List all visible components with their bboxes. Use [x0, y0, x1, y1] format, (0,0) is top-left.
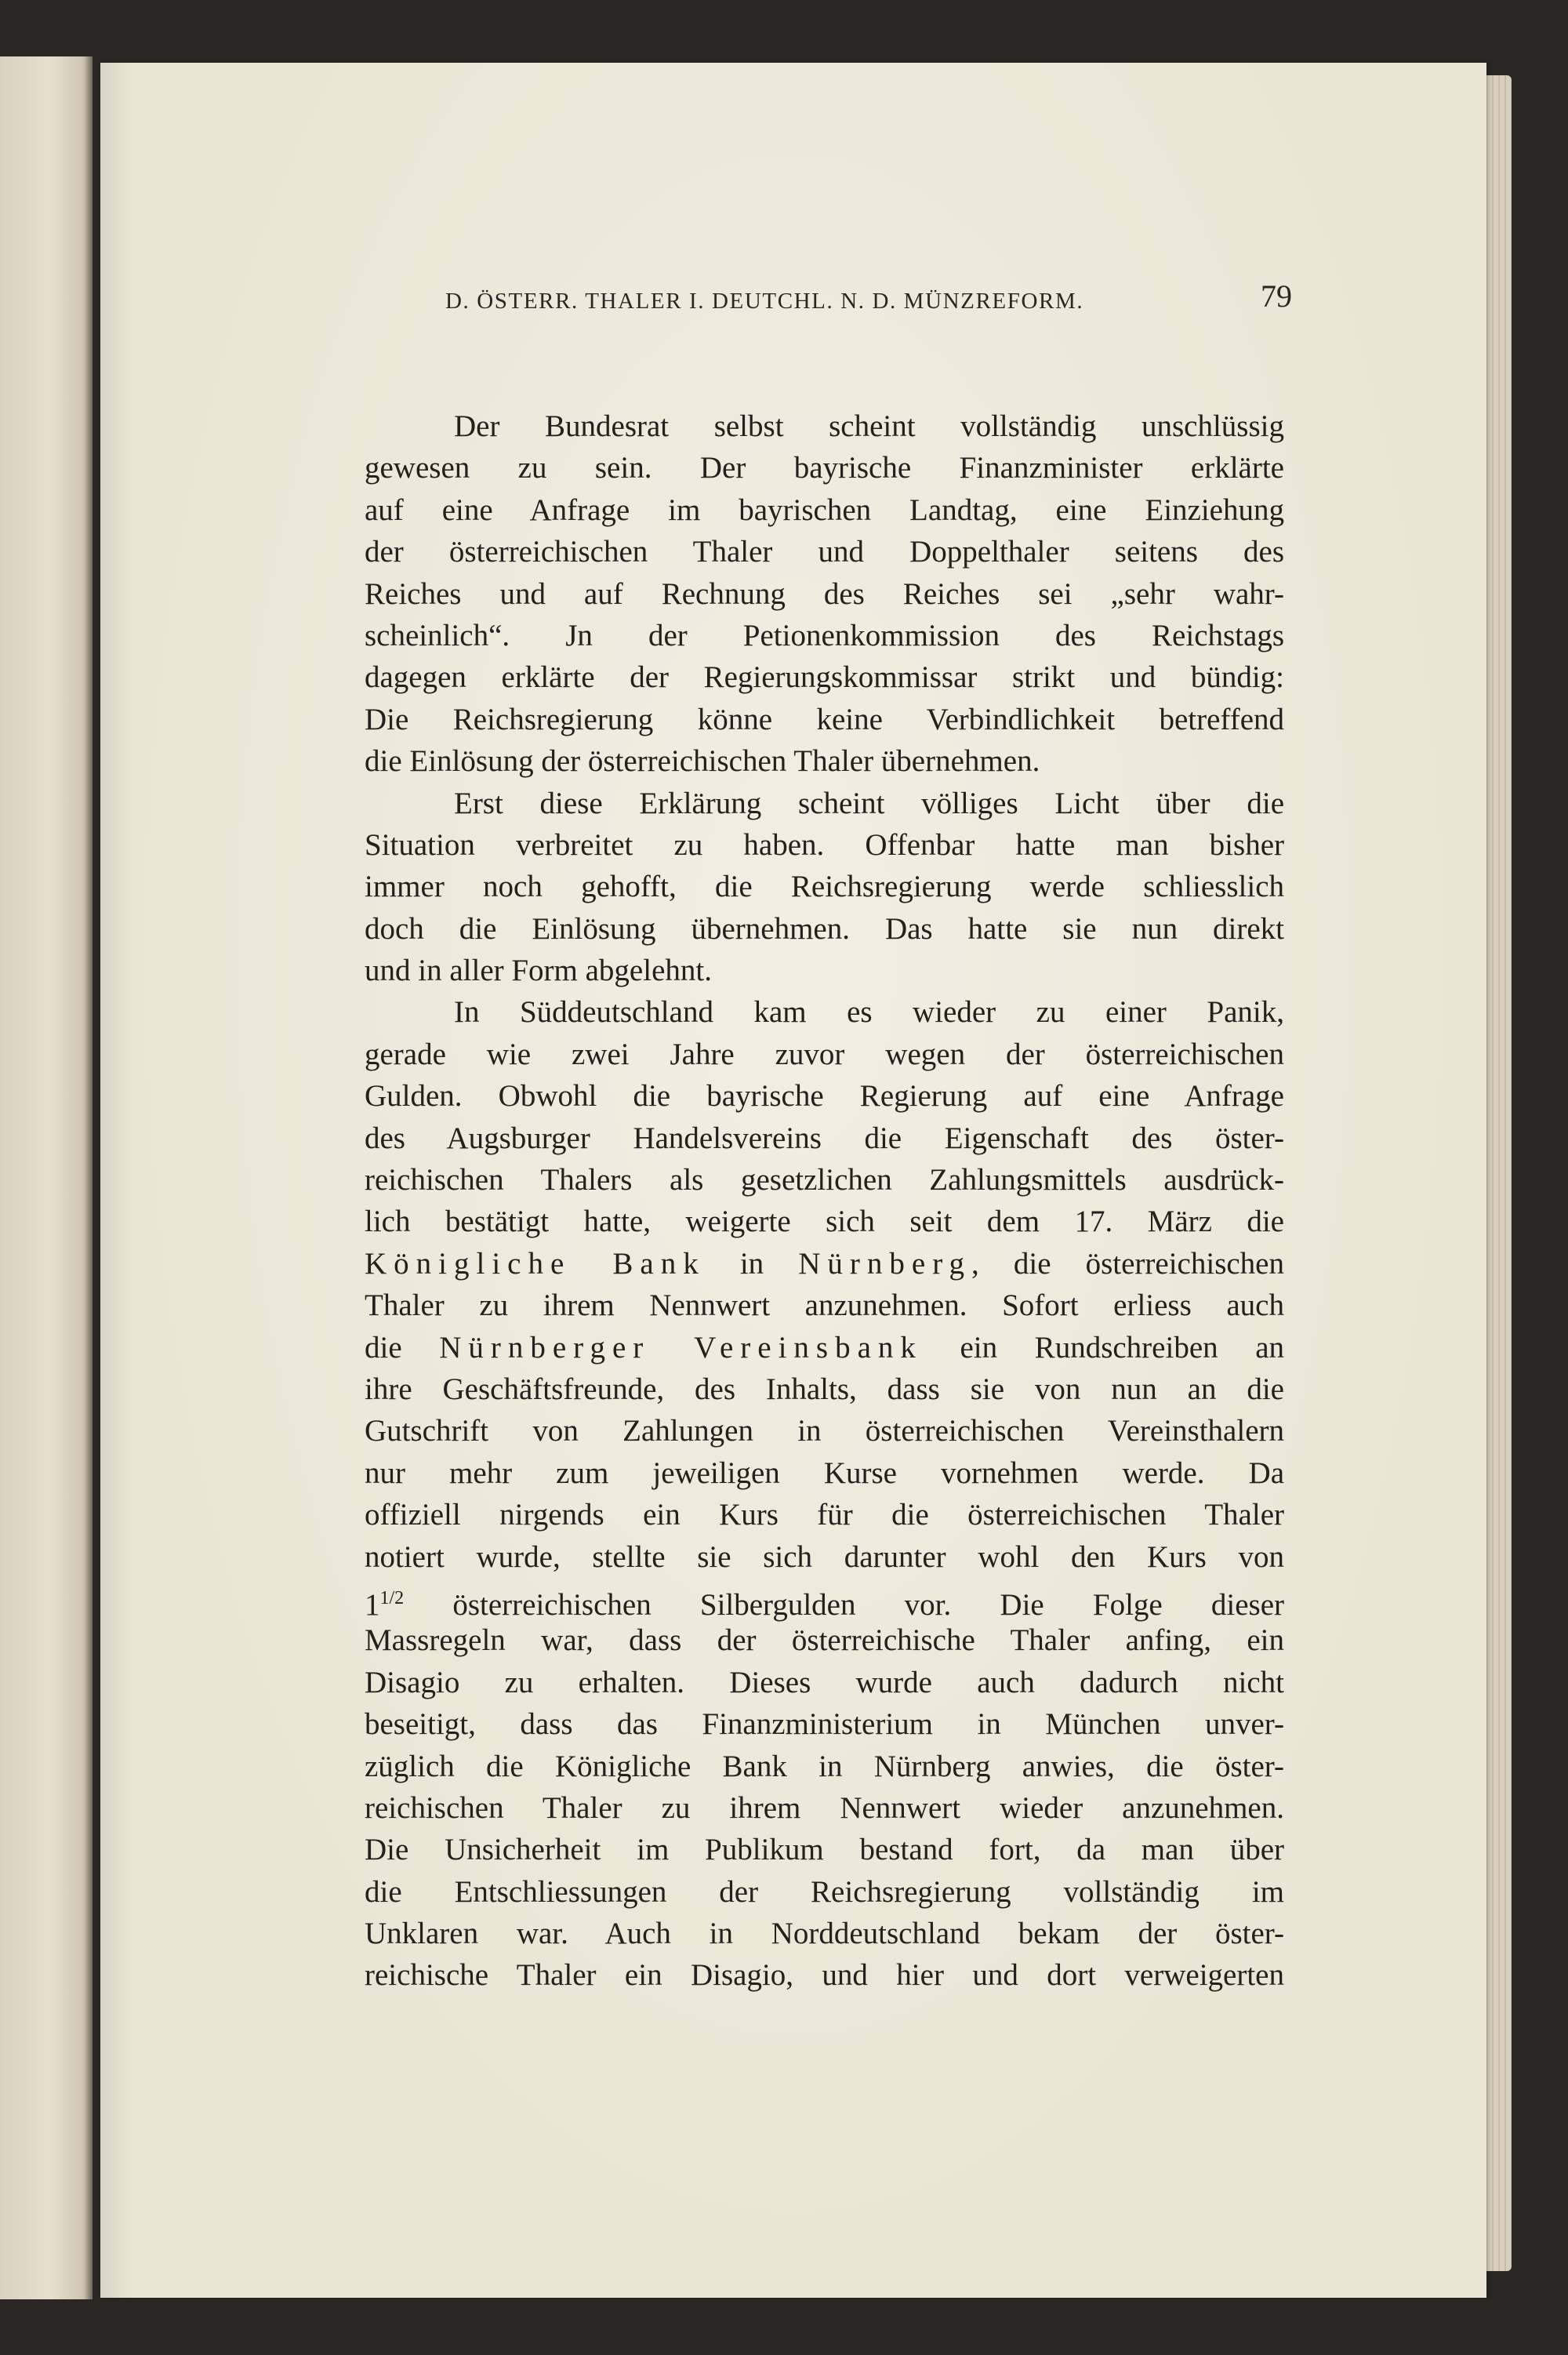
spaced-name: Nürnberger Vereinsbank [439, 1330, 923, 1365]
text-line: Der Bundesrat selbst scheint vollständig unschlüssig [454, 409, 1284, 443]
text-line: Gutschrift von Zahlungen in österreichischen Vereinsthalern [365, 1414, 1284, 1448]
page-number: 79 [1261, 278, 1292, 314]
text-line: gerade wie zwei Jahre zuvor wegen der österreichischen [365, 1037, 1284, 1071]
text-line: Gulden. Obwohl die bayrische Regierung auf eine Anfrage [365, 1079, 1284, 1114]
book-page [100, 63, 1486, 2298]
spaced-name: Nürnberg [798, 1246, 972, 1281]
text-line: scheinlich“. Jn der Petionenkommission des Reichstags [365, 618, 1284, 652]
text-line: immer noch gehofft, die Reichsregierung werde schliesslich [365, 870, 1284, 904]
text-segment: in [705, 1246, 799, 1281]
text-line [365, 1243, 1284, 1285]
text-line: Disagio zu erhalten. Dieses wurde auch dadurch nicht [365, 1665, 1284, 1699]
text-line: Massregeln war, dass der österreichische Thaler anfing, ein [365, 1623, 1284, 1658]
text-line: und in aller Form abgelehnt. [365, 954, 712, 988]
text-line: reichischen Thaler zu ihrem Nennwert wieder anzunehmen. [365, 1790, 1284, 1825]
text-line: gewesen zu sein. Der bayrische Finanzminister erklärte [365, 451, 1284, 485]
text-segment: , die österreichischen [971, 1246, 1284, 1281]
text-segment: 1 [365, 1587, 380, 1622]
text-line: notiert wurde, stellte sie sich darunter wohl den Kurs von [365, 1539, 1284, 1574]
text-line: nur mehr zum jeweiligen Kurse vornehmen werde. Da [365, 1456, 1284, 1490]
text-line: lich bestätigt hatte, weigerte sich seit dem 17. März die [365, 1205, 1284, 1239]
text-line: des Augsburger Handelsvereins die Eigenschaft des öster- [365, 1121, 1284, 1155]
text-line: Reiches und auf Rechnung des Reiches sei „sehr wahr- [365, 576, 1284, 611]
text-segment: ein Rundschreiben an [922, 1330, 1285, 1365]
facing-page-edge [0, 56, 93, 2299]
text-line: die Entschliessungen der Reichsregierung vollständig im [365, 1874, 1284, 1909]
text-line [365, 1327, 1284, 1368]
text-line: reichischen Thalers als gesetzlichen Zahlungsmittels ausdrück- [365, 1163, 1284, 1197]
text-line: Die Reichsregierung könne keine Verbindlichkeit betreffend [365, 702, 1284, 736]
text-line: In Süddeutschland kam es wieder zu einer Panik, [454, 995, 1284, 1030]
text-line: Unklaren war. Auch in Norddeutschland bekam der öster- [365, 1917, 1284, 1951]
text-line: doch die Einlösung übernehmen. Das hatte sie nun direkt [365, 911, 1284, 946]
spaced-name: Königliche Bank [365, 1246, 706, 1281]
text-line: züglich die Königliche Bank in Nürnberg anwies, die öster- [365, 1749, 1284, 1783]
page-header [445, 268, 1292, 315]
body-text [365, 405, 1284, 1997]
text-line: ihre Geschäftsfreunde, des Inhalts, dass sie von nun an die [365, 1372, 1284, 1406]
text-segment: die [365, 1330, 440, 1365]
text-segment: österreichischen Silbergulden vor. Die Folge dieser [404, 1587, 1284, 1622]
fraction: 1/2 [379, 1587, 405, 1608]
text-line: Situation verbreitet zu haben. Offenbar hatte man bisher [365, 827, 1284, 862]
text-line: der österreichischen Thaler und Doppelthaler seitens des [365, 535, 1284, 569]
text-line: die Einlösung der österreichischen Thaler übernehmen. [365, 744, 1040, 779]
running-head: D. ÖSTERR. THALER I. DEUTCHL. N. D. MÜNZREFORM. [445, 289, 1084, 314]
text-line: reichische Thaler ein Disagio, und hier und dort verweigerten [365, 1958, 1284, 1993]
text-line: Thaler zu ihrem Nennwert anzunehmen. Sofort erliess auch [365, 1288, 1284, 1323]
text-line: Erst diese Erklärung scheint völliges Licht über die [454, 786, 1284, 820]
text-line: auf eine Anfrage im bayrischen Landtag, eine Einziehung [365, 492, 1284, 527]
text-line: offiziell nirgends ein Kurs für die österreichischen Thaler [365, 1498, 1284, 1532]
text-line: dagegen erklärte der Regierungskommissar strikt und bündig: [365, 660, 1284, 695]
text-line [365, 1578, 1284, 1622]
text-line: beseitigt, dass das Finanzministerium in München unver- [365, 1707, 1284, 1742]
text-line: Die Unsicherheit im Publikum bestand fort, da man über [365, 1833, 1284, 1867]
